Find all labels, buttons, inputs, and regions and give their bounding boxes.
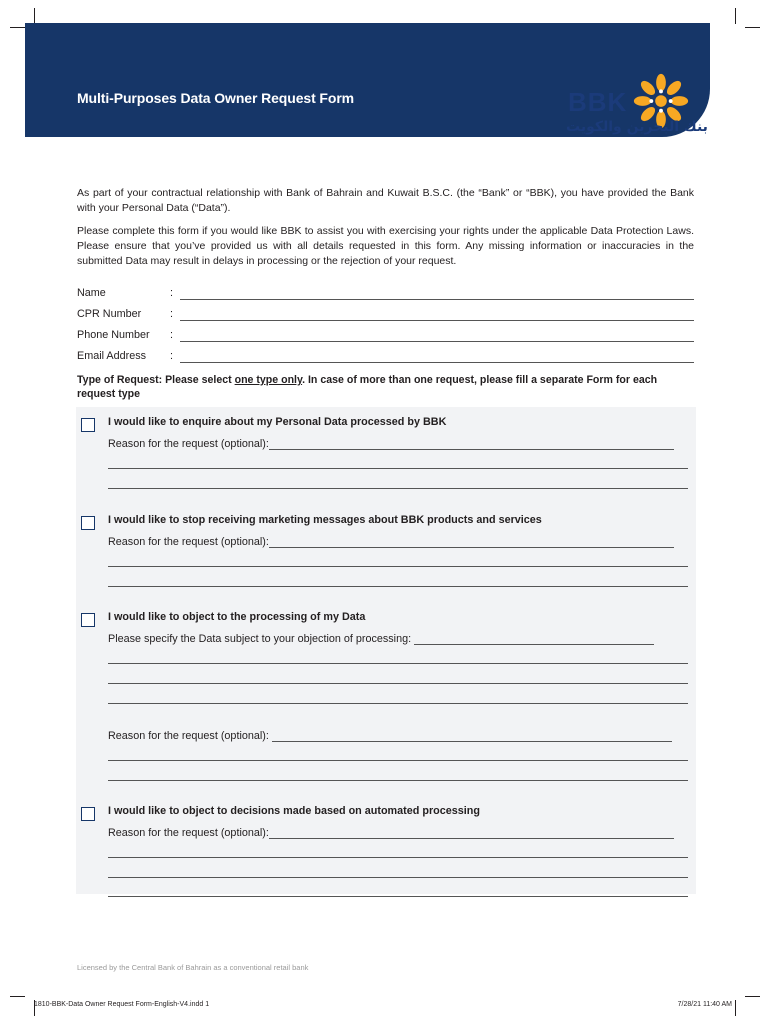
- option-automated-decisions-reason[interactable]: [108, 826, 688, 839]
- intro-paragraph-1: As part of your contractual relationship with Bank of Bahrain and Kuwait B.S.C. (the “Bank” or “BBK), you have provided the Bank with your Personal Data (“Data”).: [77, 187, 694, 214]
- answer-line[interactable]: [108, 896, 688, 897]
- option-object-processing-specify[interactable]: [108, 632, 688, 645]
- option-object-processing-reason[interactable]: [108, 729, 688, 742]
- option-automated-decisions-checkbox[interactable]: [81, 807, 95, 821]
- answer-line[interactable]: [108, 566, 688, 567]
- logo-arabic-wordmark: بنك البحرين والكويت: [566, 119, 708, 135]
- page-title: Multi-Purposes Data Owner Request Form: [77, 90, 355, 106]
- crop-mark: [10, 996, 25, 997]
- request-type-rest: . In case of more than one request, please fill a separate Form for each request type: [77, 374, 658, 400]
- email-label: Email Address: [77, 350, 147, 362]
- option-enquire-label: I would like to enquire about my Personal Data processed by BBK: [108, 416, 447, 428]
- intro-paragraph-2: Please complete this form if you would like BBK to assist you with exercising your rights under the applicable Data Protection Laws. Please ensure that you’ve provided us with all details requested in this form. Any missing information or inaccuracies in the submitted Data may result in delays in processing or the rejection of your request.: [77, 225, 694, 267]
- answer-line[interactable]: [108, 760, 688, 761]
- reason-input-line[interactable]: [269, 437, 674, 450]
- reason-input-line[interactable]: [269, 826, 674, 839]
- email-field[interactable]: [77, 350, 694, 366]
- answer-line[interactable]: [108, 857, 688, 858]
- bbk-logo: [530, 50, 720, 170]
- option-stop-marketing-reason[interactable]: [108, 535, 688, 548]
- phone-label: Phone Number: [77, 329, 150, 341]
- reason-input-line[interactable]: [269, 535, 674, 548]
- option-automated-decisions-label: I would like to object to decisions made based on automated processing: [108, 805, 480, 817]
- colon: :: [170, 308, 173, 320]
- reason-label: Reason for the request (optional):: [108, 438, 269, 450]
- request-type-emphasis: one type only: [234, 374, 303, 386]
- option-object-processing-label: I would like to object to the processing of my Data: [108, 611, 366, 623]
- name-field[interactable]: [77, 287, 694, 303]
- name-label: Name: [77, 287, 106, 299]
- crop-mark: [735, 8, 736, 24]
- colon: :: [170, 329, 173, 341]
- option-stop-marketing-label: I would like to stop receiving marketing messages about BBK products and services: [108, 514, 542, 526]
- licence-note: Licensed by the Central Bank of Bahrain as a conventional retail bank: [77, 963, 309, 972]
- option-enquire-checkbox[interactable]: [81, 418, 95, 432]
- answer-line[interactable]: [108, 703, 688, 704]
- answer-line[interactable]: [108, 683, 688, 684]
- cpr-label: CPR Number: [77, 308, 142, 320]
- option-enquire-reason[interactable]: [108, 437, 688, 450]
- crop-mark: [735, 1000, 736, 1016]
- answer-line[interactable]: [108, 663, 688, 664]
- option-object-processing-checkbox[interactable]: [81, 613, 95, 627]
- reason-label: Reason for the request (optional):: [108, 827, 269, 839]
- specify-input-line[interactable]: [414, 632, 654, 645]
- email-input-line[interactable]: [180, 362, 694, 363]
- crop-mark: [34, 8, 35, 24]
- phone-field[interactable]: [77, 329, 694, 345]
- colon: :: [170, 350, 173, 362]
- option-stop-marketing-checkbox[interactable]: [81, 516, 95, 530]
- cpr-field[interactable]: [77, 308, 694, 324]
- reason-input-line[interactable]: [272, 729, 672, 742]
- answer-line[interactable]: [108, 586, 688, 587]
- colon: :: [170, 287, 173, 299]
- logo-wordmark: BBK: [568, 87, 628, 117]
- crop-mark: [10, 27, 25, 28]
- name-input-line[interactable]: [180, 299, 694, 300]
- answer-line[interactable]: [108, 780, 688, 781]
- answer-line[interactable]: [108, 488, 688, 489]
- answer-line[interactable]: [108, 877, 688, 878]
- print-slug-date: 7/28/21 11:40 AM: [677, 1001, 732, 1008]
- specify-label: Please specify the Data subject to your objection of processing:: [108, 633, 412, 645]
- cpr-input-line[interactable]: [180, 320, 694, 321]
- request-type-lead: Type of Request: Please select: [77, 374, 235, 386]
- request-type-heading: [77, 373, 697, 401]
- reason-label: Reason for the request (optional):: [108, 730, 269, 742]
- crop-mark: [745, 996, 760, 997]
- crop-mark: [745, 27, 760, 28]
- answer-line[interactable]: [108, 468, 688, 469]
- phone-input-line[interactable]: [180, 341, 694, 342]
- reason-label: Reason for the request (optional):: [108, 536, 269, 548]
- print-slug-filename: 1810-BBK-Data Owner Request Form-English-V4.indd 1: [34, 1001, 210, 1008]
